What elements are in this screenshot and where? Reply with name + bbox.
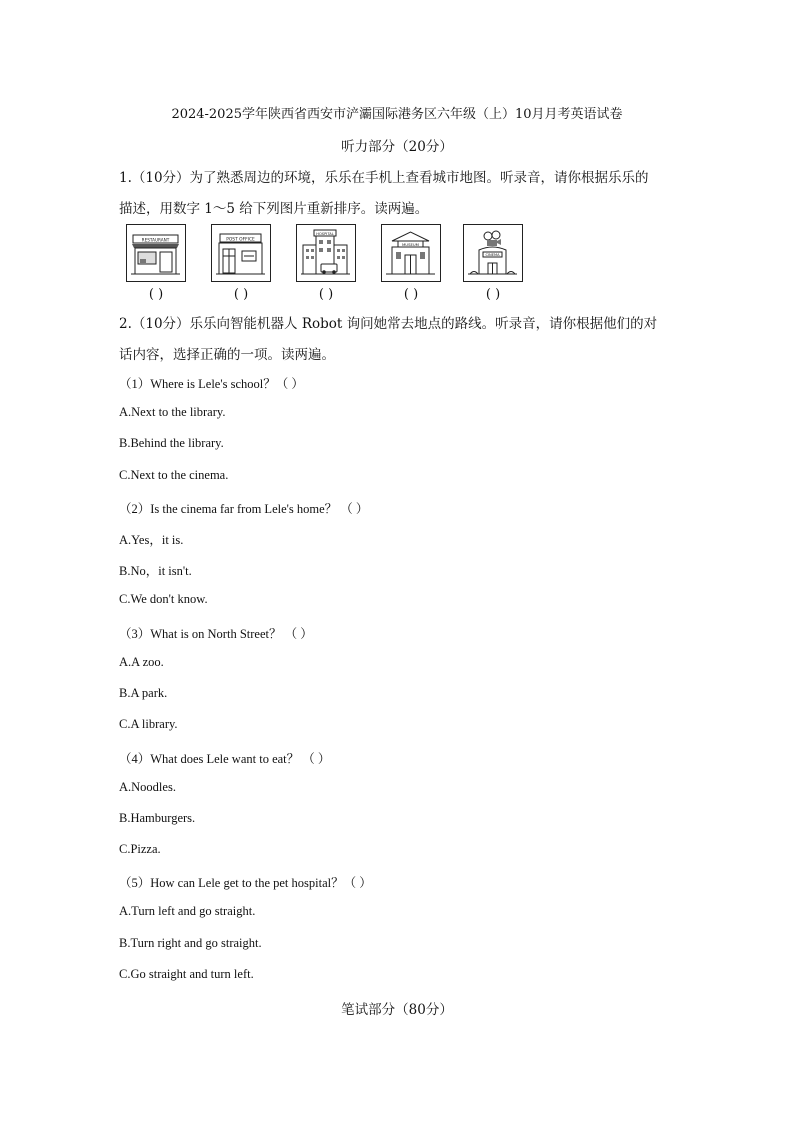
museum-icon xyxy=(381,224,441,282)
hospital-answer-blank[interactable]: ( ) xyxy=(318,287,334,302)
post-office-sign: POST OFFICE xyxy=(226,237,255,243)
cinema-sign: CINEMA xyxy=(485,253,500,258)
q2-sub4-question: （4）What does Lele want to eat？ （ ） xyxy=(119,752,331,766)
q2-instruction-line1: 2.（10分）乐乐向智能机器人 Robot 询问她常去地点的路线。听录音，请你根据他们的对 xyxy=(119,316,658,332)
museum-sign: MUSEUM xyxy=(402,241,419,247)
q1-instruction-line2: 描述，用数字 1～5 给下列图片重新排序。读两遍。 xyxy=(119,201,429,217)
hospital-sign: HOSPITAL xyxy=(316,231,334,236)
q2-sub3-question: （3）What is on North Street？ （ ） xyxy=(119,627,313,641)
q2-sub2-question: （2）Is the cinema far from Lele's home？ （ ） xyxy=(119,502,369,516)
q2-sub2-option-b[interactable]: B.No，it isn't. xyxy=(119,564,192,578)
q1-picture-row xyxy=(126,224,546,304)
cinema-icon xyxy=(463,224,523,282)
restaurant-sign: RESTAURANT xyxy=(141,237,170,243)
exam-title: 2024-2025学年陕西省西安市浐灞国际港务区六年级（上）10月月考英语试卷 xyxy=(171,107,623,122)
q2-sub3-option-c[interactable]: C.A library. xyxy=(119,717,178,731)
q2-sub4-option-c[interactable]: C.Pizza. xyxy=(119,842,161,856)
q1-instruction-line1: 1.（10分）为了熟悉周边的环境，乐乐在手机上查看城市地图。听录音，请你根据乐乐的 xyxy=(119,170,649,186)
q2-sub1-question: （1）Where is Lele's school？（ ） xyxy=(119,377,304,391)
post-office-icon xyxy=(211,224,271,282)
q2-sub1-option-a[interactable]: A.Next to the library. xyxy=(119,405,226,419)
q2-sub5-option-a[interactable]: A.Turn left and go straight. xyxy=(119,904,256,918)
q2-sub2-option-c[interactable]: C.We don't know. xyxy=(119,592,208,606)
q2-sub3-option-a[interactable]: A.A zoo. xyxy=(119,655,164,669)
q2-sub3-option-b[interactable]: B.A park. xyxy=(119,686,168,700)
q2-sub1-option-b[interactable]: B.Behind the library. xyxy=(119,436,224,450)
post-office-answer-blank[interactable]: ( ) xyxy=(233,287,249,302)
q2-sub5-question: （5）How can Lele get to the pet hospital？（ ） xyxy=(119,876,372,890)
restaurant-icon xyxy=(126,224,186,282)
q2-sub4-option-b[interactable]: B.Hamburgers. xyxy=(119,811,196,825)
listening-section-heading: 听力部分（20分） xyxy=(341,139,453,155)
restaurant-answer-blank[interactable]: ( ) xyxy=(148,287,164,302)
cinema-answer-blank[interactable]: ( ) xyxy=(485,287,501,302)
hospital-icon xyxy=(296,224,356,282)
q2-instruction-line2: 话内容，选择正确的一项。读两遍。 xyxy=(119,347,335,363)
q2-sub2-option-a[interactable]: A.Yes，it is. xyxy=(119,533,184,547)
q2-sub4-option-a[interactable]: A.Noodles. xyxy=(119,780,176,794)
q2-sub5-option-b[interactable]: B.Turn right and go straight. xyxy=(119,936,262,950)
written-section-heading: 笔试部分（80分） xyxy=(341,1002,453,1018)
q2-sub1-option-c[interactable]: C.Next to the cinema. xyxy=(119,468,229,482)
q2-sub5-option-c[interactable]: C.Go straight and turn left. xyxy=(119,967,254,981)
museum-answer-blank[interactable]: ( ) xyxy=(403,287,419,302)
